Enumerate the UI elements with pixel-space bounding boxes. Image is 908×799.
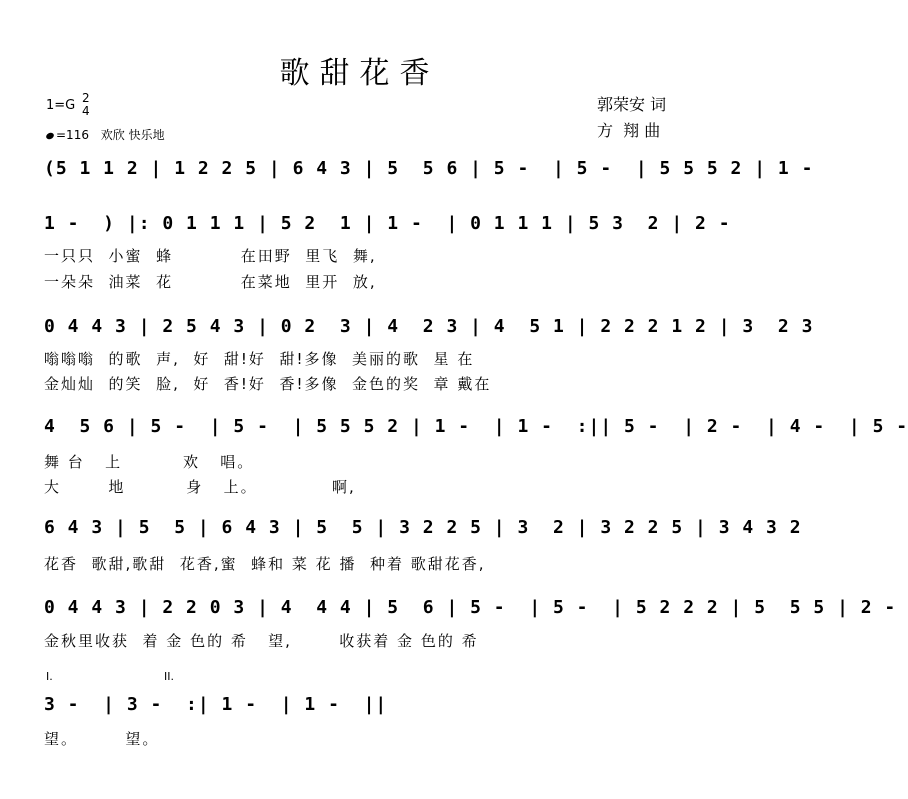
first-ending-label: I.: [46, 670, 53, 683]
key-signature: [46, 91, 90, 118]
time-signature: [82, 92, 90, 118]
notation-line: (5 1 1 2 | 1 2 2 5 | 6 4 3 | 5 5 6 | 5 - | 5 - | 5 5 5 2 | 1 -: [44, 158, 814, 179]
lyric-line: 金秋里收获 着 金 色的 希 望, 收获着 金 色的 希: [44, 632, 479, 650]
notation-line: 0 4 4 3 | 2 2 0 3 | 4 4 4 | 5 6 | 5 - | 5 - | 5 2 2 2 | 5 5 5 | 2 -: [44, 597, 897, 618]
lyric-verse-1: 一只只 小蜜 蜂 在田野 里飞 舞,: [44, 247, 377, 265]
key-label: 1=G: [46, 98, 76, 113]
song-title: 歌甜花香: [279, 56, 440, 91]
composer-credit: 方 翔 曲: [597, 121, 661, 140]
quarter-note-icon: [45, 132, 55, 141]
lyric-verse-2: 金灿灿 的笑 脸, 好 香!好 香!多像 金色的奖 章 戴在: [44, 375, 492, 393]
time-top: 2: [82, 91, 90, 105]
notation-line: 0 4 4 3 | 2 5 4 3 | 0 2 3 | 4 2 3 | 4 5 1 | 2 2 2 1 2 | 3 2 3: [44, 316, 814, 337]
time-bottom: 4: [82, 104, 90, 118]
tempo-marking: [46, 126, 165, 143]
lyric-verse-2: 一朵朵 油菜 花 在菜地 里开 放,: [44, 273, 377, 291]
notation-line: 6 4 3 | 5 5 | 6 4 3 | 5 5 | 3 2 2 5 | 3 2 | 3 2 2 5 | 3 4 3 2: [44, 517, 802, 538]
lyric-line: 花香 歌甜,歌甜 花香,蜜 蜂和 菜 花 播 种着 歌甜花香,: [44, 555, 486, 573]
lyricist-credit: 郭荣安 词: [597, 95, 667, 114]
second-ending-label: II.: [164, 670, 174, 683]
tempo-value: =116: [56, 128, 89, 142]
expression-text: 欢欣 快乐地: [100, 128, 165, 142]
notation-line: 3 - | 3 - :| 1 - | 1 - ||: [44, 694, 388, 715]
lyric-verse-1: 嗡嗡嗡 的歌 声, 好 甜!好 甜!多像 美丽的歌 星 在: [44, 350, 475, 368]
lyric-line: 望。 望。: [44, 730, 160, 748]
notation-line: 1 - ) |: 0 1 1 1 | 5 2 1 | 1 - | 0 1 1 1 | 5 3 2 | 2 -: [44, 213, 731, 234]
lyric-verse-2: 大 地 身 上。 啊,: [44, 478, 356, 496]
notation-line: 4 5 6 | 5 - | 5 - | 5 5 5 2 | 1 - | 1 - :|| 5 - | 2 - | 4 - | 5 -: [44, 416, 908, 437]
lyric-verse-1: 舞 台 上 欢 唱。: [44, 453, 255, 471]
